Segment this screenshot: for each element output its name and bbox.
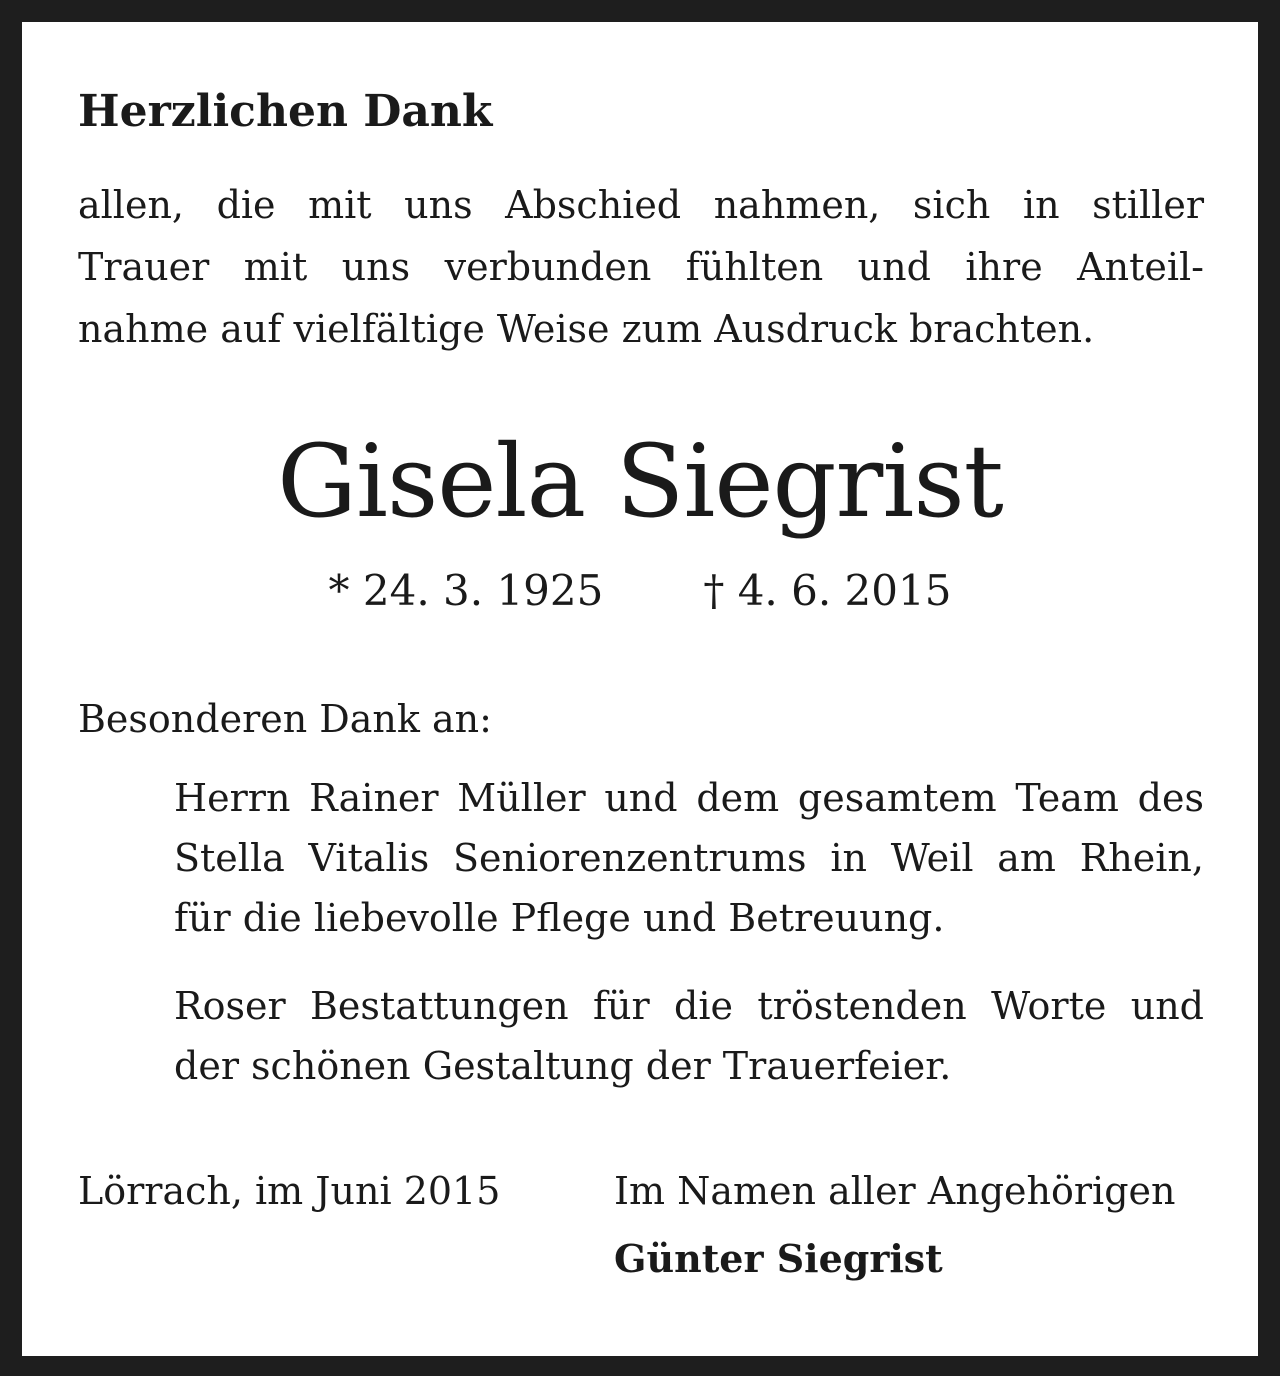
signoff: Im Namen aller Angehörigen [614, 1169, 1176, 1213]
special-thanks-label: Besonderen Dank an: [78, 697, 492, 741]
signer-name: Günter Siegrist [614, 1236, 943, 1281]
birth-date: * 24. 3. 1925 [328, 566, 604, 615]
intro-line: Trauer mit uns verbunden fühlten und ihre Anteil- [78, 245, 1204, 289]
life-dates [22, 566, 1258, 615]
place-date: Lörrach, im Juni 2015 [78, 1169, 501, 1213]
intro-text [78, 174, 1204, 360]
paragraph-line: für die liebevolle Pflege und Betreuung. [174, 896, 945, 940]
thanks-paragraph-funeral [174, 976, 1204, 1096]
heading: Herzlichen Dank [78, 86, 493, 137]
paragraph-line: der schönen Gestaltung der Trauerfeier. [174, 1044, 952, 1088]
paragraph-line: Stella Vitalis Seniorenzentrums in Weil am Rhein, [174, 836, 1204, 880]
paragraph-line: Herrn Rainer Müller und dem gesamtem Team des [174, 776, 1204, 820]
deceased-name: Gisela Siegrist [277, 423, 1003, 540]
paragraph-line: Roser Bestattungen für die tröstenden Worte und [174, 984, 1204, 1028]
intro-line: nahme auf vielfältige Weise zum Ausdruck brachten. [78, 307, 1095, 351]
thanks-paragraph-care [174, 768, 1204, 948]
intro-line: allen, die mit uns Abschied nahmen, sich in stiller [78, 183, 1204, 227]
death-date: † 4. 6. 2015 [703, 566, 952, 615]
obituary-notice [22, 22, 1258, 1356]
